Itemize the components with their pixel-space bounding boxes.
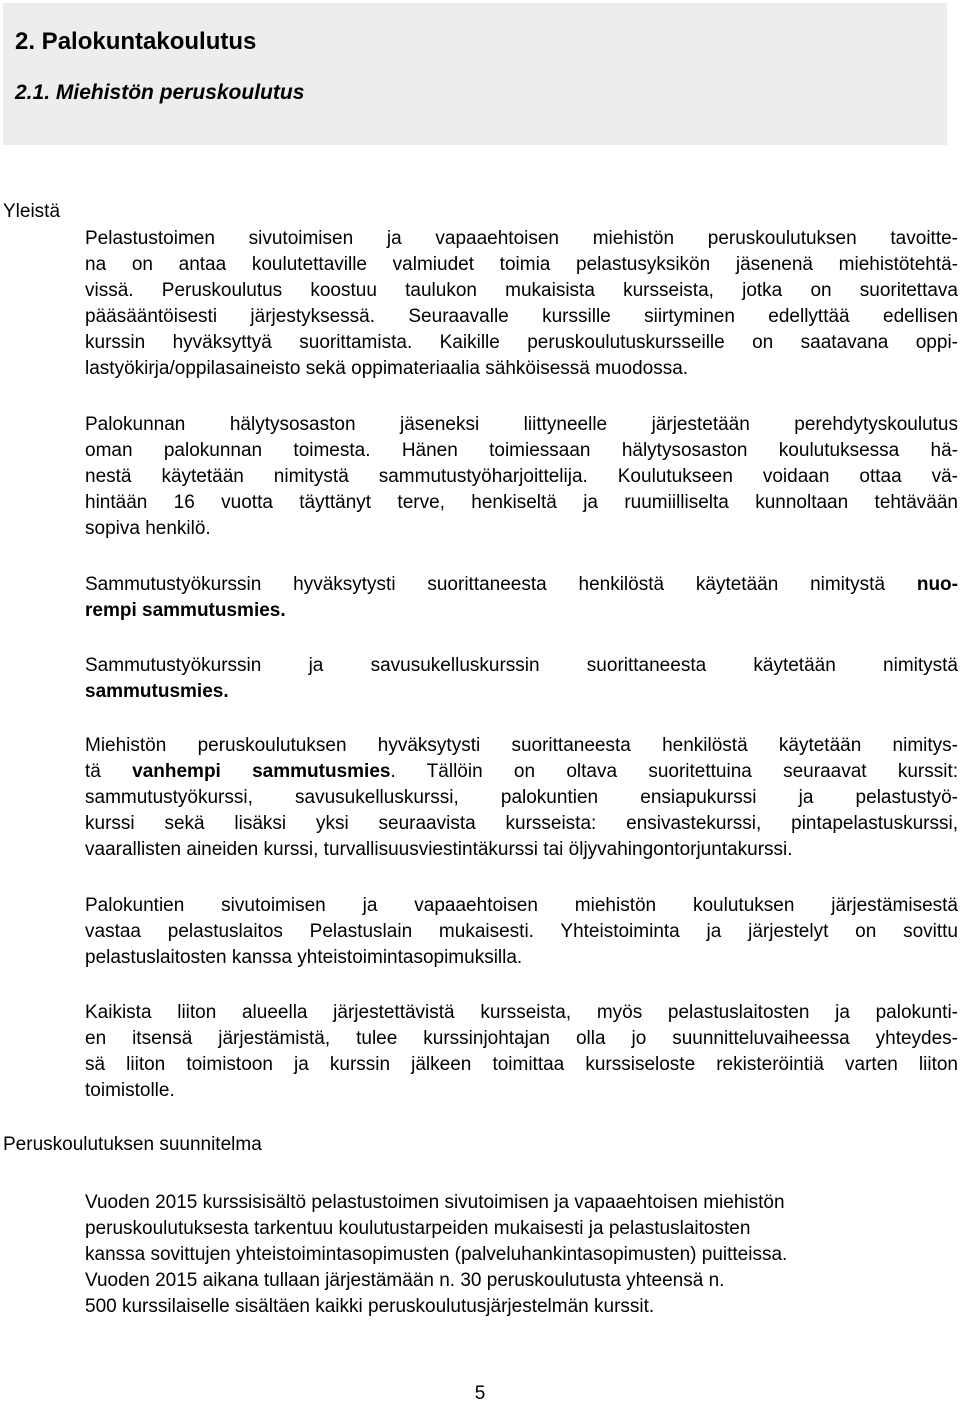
text-line: lastyökirja/oppilasaineisto sekä oppimateriaalia sähköisessä muodossa.: [85, 358, 689, 379]
chapter-title: 2. Palokuntakoulutus: [15, 28, 257, 55]
text-line: sä liiton toimistoon ja kurssin jälkeen toimittaa kurssiseloste rekisteröintiä varten liiton: [85, 1054, 958, 1075]
text-run: Sammutustyökurssin hyväksytysti suorittaneesta henkilöstä käytetään nimitystä: [85, 574, 917, 595]
text-line: vissä. Peruskoulutus koostuu taulukon mukaisista kursseista, jotka on suoritettava: [85, 280, 958, 301]
text-line: [85, 572, 958, 598]
text-line: nestä käytetään nimitystä sammutustyöharjoittelija. Koulutukseen voidaan ottaa vä-: [85, 466, 958, 487]
text-line: Sammutustyökurssin ja savusukelluskurssin suorittaneesta käytetään nimitystä: [85, 655, 958, 676]
paragraph-sammutusmies: [85, 653, 958, 705]
text-line: toimistolle.: [85, 1080, 175, 1101]
paragraph-vanhempi-sammutusmies: [85, 733, 958, 863]
paragraph-tavoite: [85, 226, 958, 382]
text-line: oman palokunnan toimesta. Hänen toimiessaan hälytysosaston koulutuksessa hä-: [85, 440, 958, 461]
text-run: . Tällöin on oltava suoritettuina seuraavat kurssit:: [390, 761, 958, 782]
paragraph-jarjestaminen: [85, 893, 958, 971]
paragraph-suunnitelma: [85, 1190, 958, 1320]
text-line: Vuoden 2015 kurssisisältö pelastustoimen sivutoimisen ja vapaaehtoisen miehistön: [85, 1192, 785, 1213]
text-line: 500 kurssilaiselle sisältäen kaikki peruskoulutusjärjestelmän kurssit.: [85, 1296, 655, 1317]
paragraph-nuorempi-sammutusmies: [85, 572, 958, 624]
text-line: [85, 598, 958, 624]
text-line: vaarallisten aineiden kurssi, turvallisuusviestintäkurssi tai öljyvahingontorjuntakurssi.: [85, 839, 793, 860]
bold-term: rempi sammutusmies.: [85, 600, 286, 621]
text-line: kurssin hyväksyttyä suorittamista. Kaikille peruskoulutuskursseille on saatavana oppi-: [85, 332, 958, 353]
text-line: [85, 759, 958, 785]
section-label-yleista: Yleistä: [3, 201, 61, 222]
paragraph-kurssiseloste: [85, 1000, 958, 1104]
page-number: 5: [474, 1383, 486, 1404]
bold-term: vanhempi sammutusmies: [132, 761, 391, 782]
text-line: kurssi sekä lisäksi yksi seuraavista kursseista: ensivastekurssi, pintapelastuskurssi,: [85, 813, 958, 834]
text-line: peruskoulutuksesta tarkentuu koulutustarpeiden mukaisesti ja pelastuslaitosten: [85, 1218, 751, 1239]
text-run: tä: [85, 761, 133, 782]
text-line: Palokunnan hälytysosaston jäseneksi liittyneelle järjestetään perehdytyskoulutus: [85, 414, 958, 435]
section-label-suunnitelma: Peruskoulutuksen suunnitelma: [3, 1134, 262, 1155]
text-line: pelastuslaitosten kanssa yhteistoimintasopimuksilla.: [85, 947, 523, 968]
chapter-header-box: [3, 3, 947, 145]
text-line: en itsensä järjestämistä, tulee kurssinjohtajan olla jo suunnitteluvaiheessa yhteydes-: [85, 1028, 958, 1049]
text-line: Kaikista liiton alueella järjestettävistä kursseista, myös pelastuslaitosten ja palokunti-: [85, 1002, 958, 1023]
bold-term: sammutusmies.: [85, 681, 229, 702]
text-line: sammutustyökurssi, savusukelluskurssi, palokuntien ensiapukurssi ja pelastustyö-: [85, 787, 958, 808]
text-line: [85, 679, 958, 705]
text-line: kanssa sovittujen yhteistoimintasopimusten (palveluhankintasopimusten) puitteissa.: [85, 1244, 788, 1265]
text-line: Vuoden 2015 aikana tullaan järjestämään n. 30 peruskoulutusta yhteensä n.: [85, 1270, 725, 1291]
paragraph-perehdytys: [85, 412, 958, 542]
text-line: hintään 16 vuotta täyttänyt terve, henkiseltä ja ruumiilliselta kunnoltaan tehtävään: [85, 492, 958, 513]
text-line: Miehistön peruskoulutuksen hyväksytysti suorittaneesta henkilöstä käytetään nimitys-: [85, 735, 958, 756]
text-line: Pelastustoimen sivutoimisen ja vapaaehtoisen miehistön peruskoulutuksen tavoitte-: [85, 228, 958, 249]
text-line: sopiva henkilö.: [85, 518, 211, 539]
text-line: Palokuntien sivutoimisen ja vapaaehtoisen miehistön koulutuksen järjestämisestä: [85, 895, 958, 916]
bold-term: nuo-: [916, 574, 958, 595]
text-line: vastaa pelastuslaitos Pelastuslain mukaisesti. Yhteistoiminta ja järjestelyt on sovittu: [85, 921, 958, 942]
section-title: 2.1. Miehistön peruskoulutus: [15, 81, 305, 104]
text-line: na on antaa koulutettaville valmiudet toimia pelastusyksikön jäsenenä miehistötehtä-: [85, 254, 958, 275]
text-line: pääsääntöisesti järjestyksessä. Seuraavalle kurssille siirtyminen edellyttää edellisen: [85, 306, 958, 327]
